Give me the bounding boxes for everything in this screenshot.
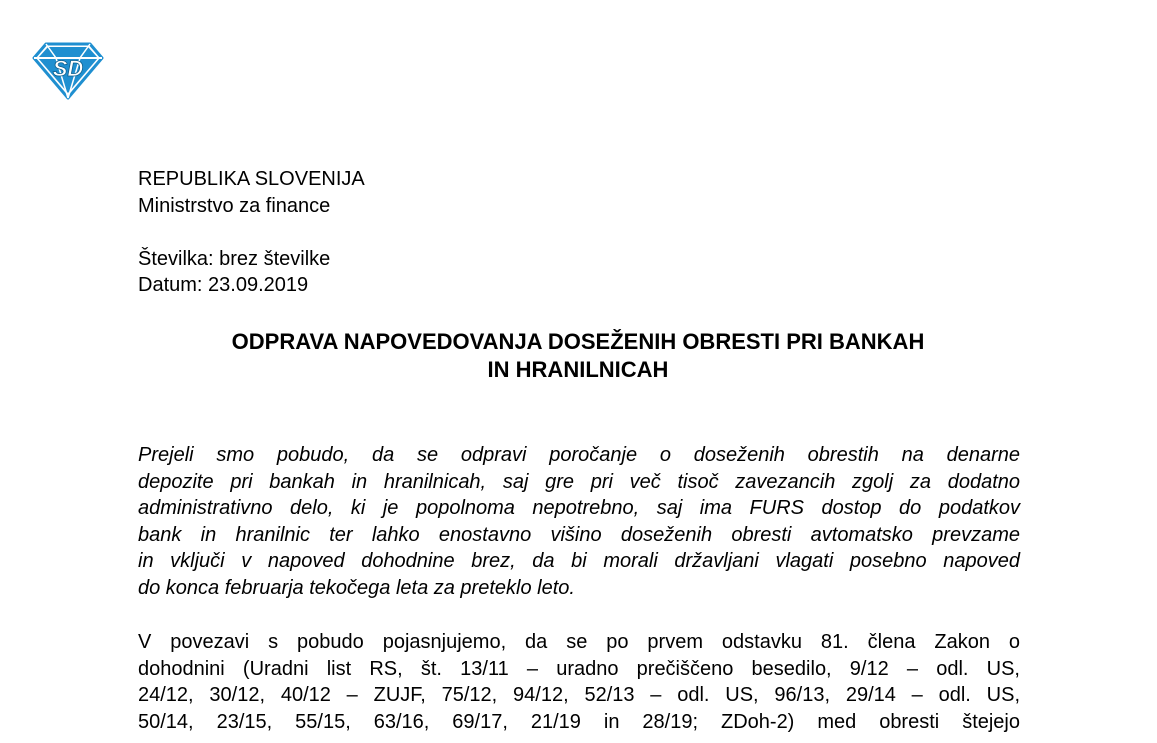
paragraph-line: 24/12, 30/12, 40/12 – ZUJF, 75/12, 94/12, 52/13 – odl. US, 96/13, 29/14 – odl. US, <box>138 684 1020 707</box>
paragraph-line: V povezavi s pobudo pojasnjujemo, da se po prvem odstavku 81. člena Zakon o <box>138 631 1020 653</box>
paragraph-line: 50/14, 23/15, 55/15, 63/16, 69/17, 21/19 in 28/19; ZDoh-2) med obresti štejejo <box>138 710 1020 733</box>
paragraph-line: do konca februarja tekočega leta za preteklo leto. <box>138 576 575 599</box>
paragraph-line: depozite pri bankah in hranilnicah, saj gre pri več tisoč zavezancih zgolj za dodatno <box>138 470 1020 493</box>
paragraph-line: dohodnini (Uradni list RS, št. 13/11 – uradno prečiščeno besedilo, 9/12 – odl. US, <box>138 657 1020 680</box>
logo-text: SD <box>52 56 84 81</box>
title-line-1: ODPRAVA NAPOVEDOVANJA DOSEŽENIH OBRESTI PRI BANKAH <box>231 329 925 354</box>
paragraph-line: bank in hranilnic ter lahko enostavno višino doseženih obresti avtomatsko prevzame <box>138 523 1020 546</box>
document-meta <box>138 246 1018 298</box>
paragraph-line: administrativno delo, ki je popolnoma nepotrebno, saj ima FURS dostop do podatkov <box>138 497 1020 520</box>
paragraph-initiative <box>138 442 1020 602</box>
document-title <box>138 328 1018 384</box>
paragraph-line: Prejeli smo pobudo, da se odpravi poročanje o doseženih obrestih na denarne <box>138 444 1020 466</box>
issuer-block <box>138 166 1018 220</box>
paragraph-explanation <box>138 629 1020 735</box>
republic-name: REPUBLIKA SLOVENIJA <box>138 168 365 190</box>
ministry-name: Ministrstvo za finance <box>138 195 331 217</box>
title-line-2: IN HRANILNICAH <box>487 357 669 382</box>
paragraph-line: in vključi v napoved dohodnine brez, da bi morali državljani vlagati posebno napoved <box>138 550 1020 573</box>
document-date: Datum: 23.09.2019 <box>138 274 309 296</box>
document-number: Številka: brez številke <box>138 248 331 270</box>
sd-diamond-logo-icon <box>30 40 106 100</box>
